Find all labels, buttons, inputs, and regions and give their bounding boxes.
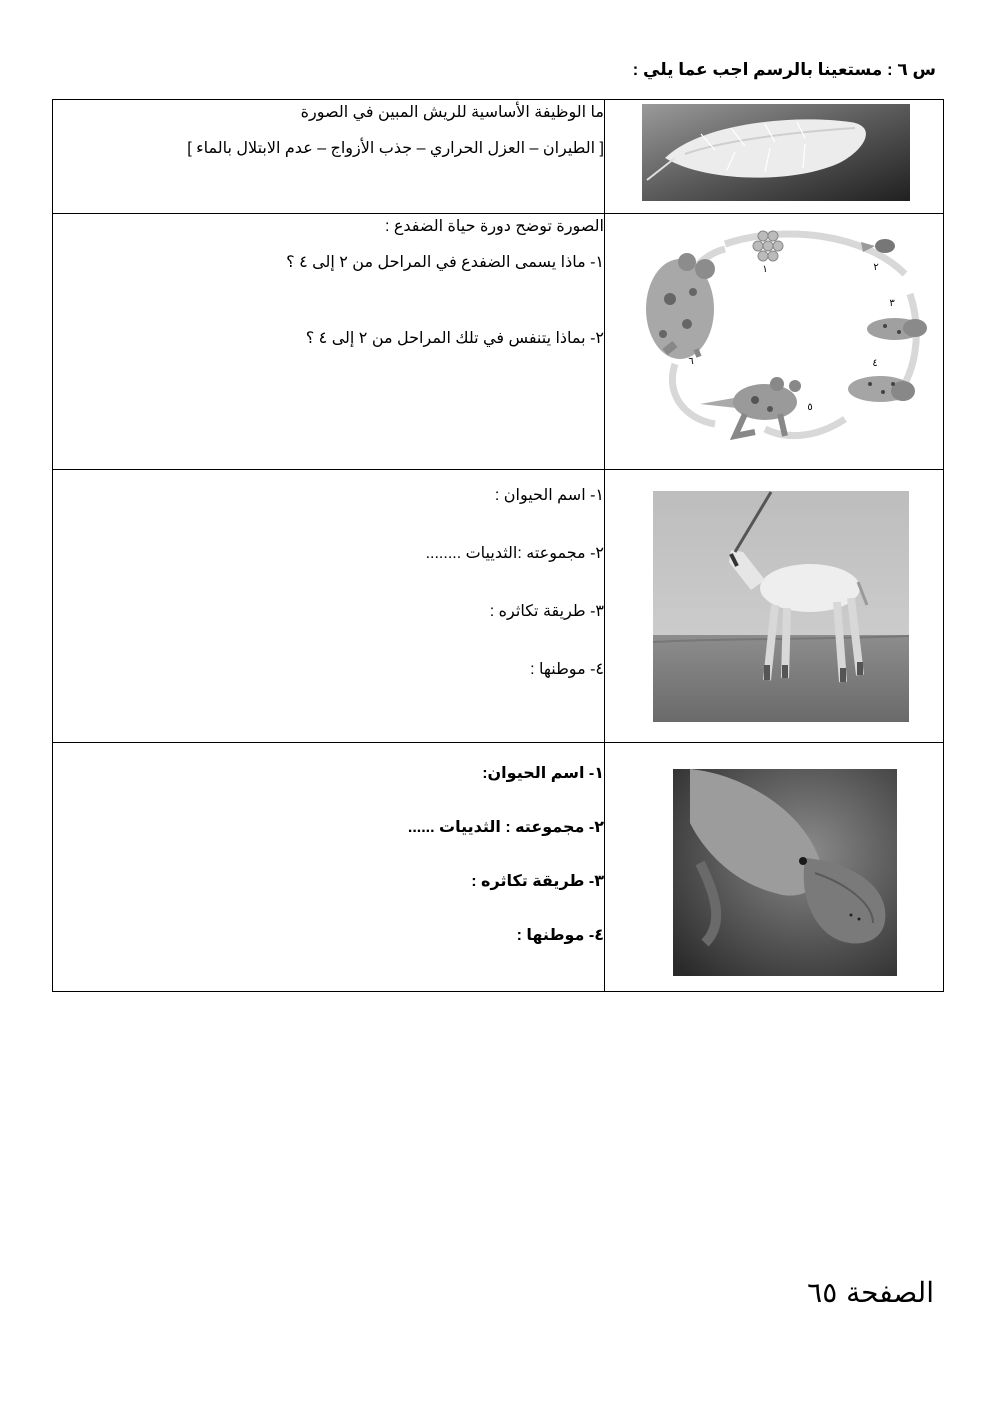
feather-options: [ الطيران – العزل الحراري – جذب الأزواج – عدم الابتلال بالماء ]	[187, 140, 604, 157]
tadpole-stage-3	[867, 318, 927, 340]
adult-frog-stage-6	[646, 253, 715, 359]
table-row	[53, 214, 944, 470]
frog-question-cell	[53, 214, 605, 470]
stage-label-2: ٢	[873, 262, 879, 273]
feather-question-cell	[53, 100, 605, 214]
platypus-name-line: ١- اسم الحيوان:	[482, 765, 604, 782]
oryx-image	[605, 470, 943, 742]
question-table	[52, 99, 944, 992]
feather-image	[605, 100, 943, 213]
page-number: الصفحة ٦٥	[807, 1276, 934, 1309]
oryx-image-cell	[605, 470, 944, 743]
frog-question-1: ١- ماذا يسمى الضفدع في المراحل من ٢ إلى ٤ ؟	[286, 254, 604, 271]
oryx-group-line: ٢- مجموعته :الثدييات ........	[425, 545, 604, 562]
oryx-question-cell	[53, 470, 605, 743]
stage-label-1: ١	[762, 264, 768, 275]
froglet-stage-5	[700, 377, 801, 436]
question-heading: س ٦ : مستعينا بالرسم اجب عما يلي :	[632, 60, 936, 79]
oryx-habitat-line: ٤- موطنها :	[530, 661, 604, 678]
frog-intro: الصورة توضح دورة حياة الضفدع :	[384, 218, 604, 235]
platypus-group-line: ٢- مجموعته : الثدييات ......	[407, 819, 604, 836]
stage-label-5: ٥	[807, 402, 813, 413]
platypus-reproduction-line: ٣- طريقة تكاثره :	[471, 873, 604, 890]
platypus-question-cell	[53, 743, 605, 992]
frog-image-cell	[605, 214, 944, 470]
platypus-habitat-line: ٤- موطنها :	[516, 927, 604, 944]
stage-label-6: ٦	[688, 356, 694, 367]
feather-image-cell	[605, 100, 944, 214]
stage-label-3: ٣	[889, 298, 895, 309]
feather-question: ما الوظيفة الأساسية للريش المبين في الصورة	[300, 104, 604, 121]
stage-label-4: ٤	[872, 358, 878, 369]
table-row	[53, 743, 944, 992]
oryx-reproduction-line: ٣- طريقة تكاثره :	[489, 603, 604, 620]
table-row	[53, 100, 944, 214]
frog-question-2: ٢- بماذا يتنفس في تلك المراحل من ٢ إلى ٤ ؟	[305, 330, 604, 347]
oryx-name-line: ١- اسم الحيوان :	[494, 487, 604, 504]
table-row	[53, 470, 944, 743]
platypus-image-cell	[605, 743, 944, 992]
platypus-image	[605, 743, 943, 991]
frog-life-cycle-image	[605, 214, 943, 469]
